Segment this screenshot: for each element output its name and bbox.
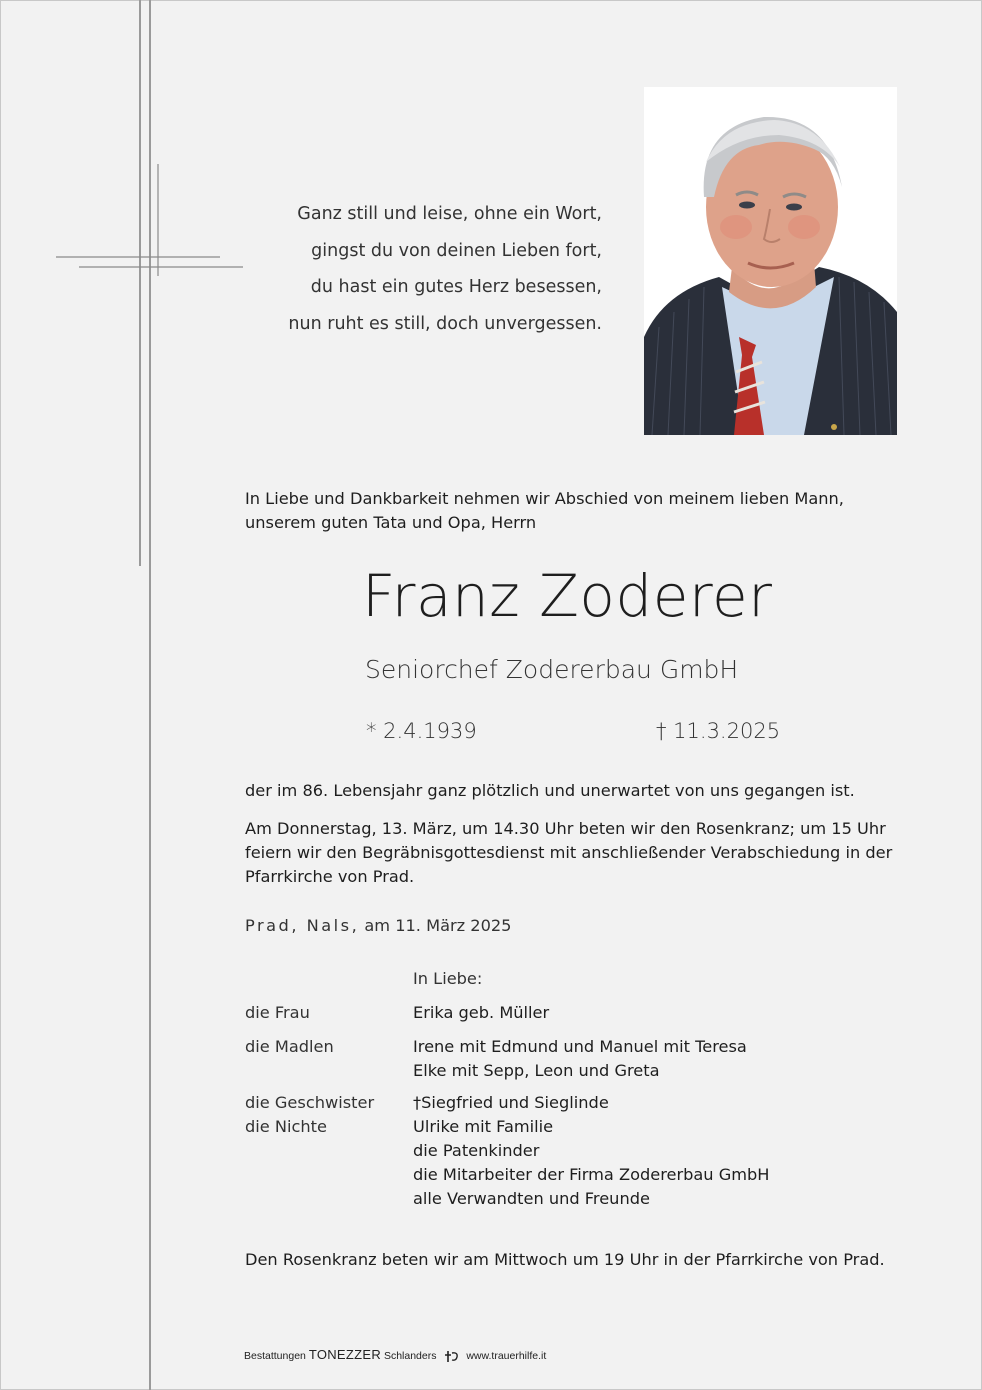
service-text [245, 817, 910, 889]
service-part: feiern wir den Begräbnisgottesdienst mit anschließender Verabschiedung in der Pfarrkirche von Prad. [245, 843, 893, 886]
relative-conj: mit [446, 1061, 484, 1080]
relative-line [413, 1059, 747, 1083]
relative-conj: und [558, 1037, 600, 1056]
relative-name: Teresa [695, 1037, 747, 1056]
relation-label: die Frau [245, 1003, 310, 1022]
death-date: † 11.3.2025 [656, 719, 781, 743]
relation-label: die Nichte [245, 1117, 327, 1136]
relative-line: die Patenkinder [413, 1141, 540, 1160]
footer-prefix: Bestattungen [244, 1350, 309, 1362]
relative-name: Greta [614, 1061, 660, 1080]
relative-conj: , [524, 1061, 535, 1080]
birth-date: * 2.4.1939 [366, 719, 477, 743]
relative-conj: mit Familie [459, 1117, 554, 1136]
poem-line: gingst du von deinen Lieben fort, [311, 240, 602, 261]
place-date [245, 916, 511, 935]
relation-label: die Madlen [245, 1037, 334, 1056]
relative-line: alle Verwandten und Freunde [413, 1189, 650, 1208]
relatives-others [413, 1091, 769, 1211]
place-names: Prad, Nals, [245, 916, 360, 935]
service-part: Am [245, 819, 277, 838]
rosary-part: Den Rosenkranz beten wir am [245, 1250, 495, 1269]
relative-name: Firma Zodererbau GmbH [569, 1165, 770, 1184]
relative-conj: mit [454, 1037, 492, 1056]
poem-line: nun ruht es still, doch unvergessen. [288, 313, 602, 334]
rosary-text [245, 1248, 910, 1272]
relative-line [413, 1091, 769, 1115]
relative-name: Edmund [491, 1037, 559, 1056]
relatives-daughters [413, 1035, 747, 1083]
footer-url: www.trauerhilfe.it [466, 1350, 547, 1362]
relative-name: Sepp [483, 1061, 525, 1080]
relative-conj: mit [658, 1037, 696, 1056]
relative-line [413, 1035, 747, 1059]
relative-name: †Siegfried [413, 1093, 494, 1112]
service-time-rosary: 14.30 Uhr [493, 819, 574, 838]
deceased-title: Seniorchef Zodererbau GmbH [365, 655, 739, 684]
poem [240, 196, 602, 342]
relative-line [413, 1115, 769, 1139]
relative-name: Leon [534, 1061, 574, 1080]
intro-text: In Liebe und Dankbarkeit nehmen wir Abschied von meinem lieben Mann, unserem guten Tata und Opa, Herrn [245, 489, 844, 532]
deceased-name: Franz Zoderer [362, 562, 773, 630]
footer-town: Schlanders [381, 1350, 437, 1362]
rosary-part: um [567, 1250, 604, 1269]
relative-conj: und [493, 1093, 535, 1112]
service-date: 13. März [381, 819, 452, 838]
poem-line: Ganz still und leise, ohne ein Wort, [297, 204, 602, 224]
cross-icon [50, 160, 250, 280]
poem-line: du hast ein gutes Herz besessen, [310, 277, 602, 297]
portrait-photo [644, 87, 897, 435]
relative-name: Irene [413, 1037, 455, 1056]
footer-brand: TONEZZER [308, 1347, 382, 1362]
rosary-time: 19 Uhr [603, 1250, 659, 1269]
relative-conj: und [573, 1061, 615, 1080]
passing-text: der im 86. Lebensjahr ganz plötzlich und unerwartet von uns gegangen ist. [245, 781, 855, 800]
relative-line [413, 1163, 769, 1187]
service-part: beten wir den Rosenkranz; um [573, 819, 832, 838]
service-day: Donnerstag [277, 819, 372, 838]
relative-name: Elke [413, 1061, 447, 1080]
relative-name: Manuel [599, 1037, 659, 1056]
trauerhilfe-logo-icon [442, 1349, 460, 1363]
footer [244, 1347, 546, 1363]
relation-label: die Geschwister [245, 1093, 375, 1112]
relative-wife: Erika geb. Müller [413, 1003, 550, 1022]
rosary-part: in der Pfarrkirche von Prad. [658, 1250, 885, 1269]
relation-labels [245, 1091, 374, 1139]
relative-name: Sieglinde [534, 1093, 609, 1112]
relatives-heading: In Liebe: [413, 969, 483, 988]
relative-name: Ulrike [413, 1117, 460, 1136]
relative-conj: die Mitarbeiter der [413, 1165, 570, 1184]
notice-date: am 11. März 2025 [359, 916, 512, 935]
service-part: , [371, 819, 382, 838]
left-rule-outer [139, 0, 141, 566]
service-part: , um [451, 819, 494, 838]
service-time-mass: 15 Uhr [831, 819, 886, 838]
rosary-day: Mittwoch [494, 1250, 568, 1269]
